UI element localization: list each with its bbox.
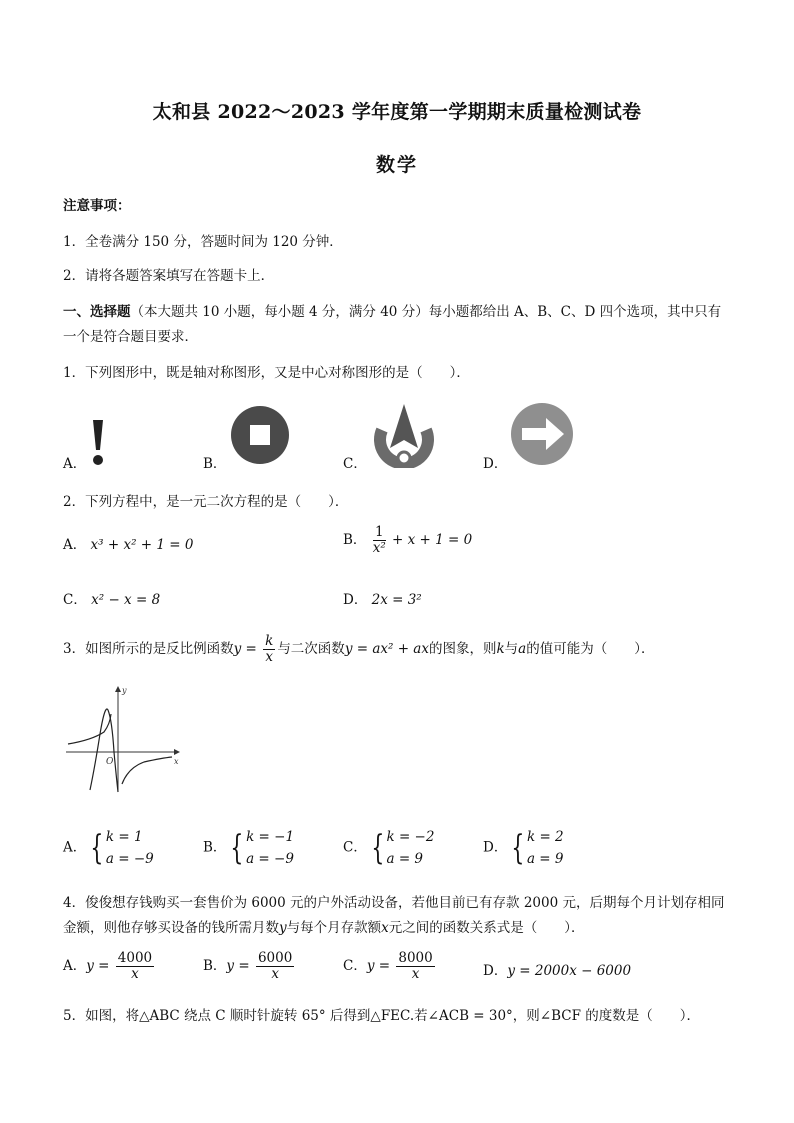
denominator: x bbox=[265, 649, 274, 665]
question-2-stem: 2．下列方程中，是一元二次方程的是（ ）． bbox=[63, 494, 349, 510]
option-label: B． bbox=[203, 958, 227, 974]
math-text: y = ax² + ax bbox=[344, 641, 429, 657]
math-text: x bbox=[381, 920, 389, 936]
math-text: y bbox=[279, 920, 287, 936]
q3-option-c bbox=[343, 826, 434, 870]
q2-option-a bbox=[63, 537, 193, 553]
question-3-stem bbox=[63, 634, 654, 665]
option-label: C． bbox=[343, 958, 367, 974]
section-description-cont: 一个是符合题目要求． bbox=[63, 329, 198, 345]
option-label: A． bbox=[63, 958, 87, 974]
parabola-curve bbox=[90, 709, 118, 792]
equation: k = −1 bbox=[246, 829, 295, 845]
x-axis-label: x bbox=[174, 757, 179, 766]
equation: a = −9 bbox=[105, 851, 154, 867]
q1-option-b-label: B． bbox=[203, 456, 227, 472]
equation-system bbox=[386, 826, 434, 870]
page-title: 太和县 2022～2023 学年度第一学期期末质量检测试卷 bbox=[152, 101, 642, 123]
option-label: C． bbox=[343, 839, 367, 856]
fraction bbox=[256, 951, 294, 982]
option-label: D． bbox=[483, 963, 508, 979]
math-text: y = bbox=[226, 958, 250, 974]
q2-option-d bbox=[343, 592, 422, 608]
y-axis-label: y bbox=[122, 686, 127, 695]
fraction bbox=[263, 634, 275, 665]
denominator: x bbox=[131, 966, 139, 982]
square-in-circle-icon bbox=[230, 405, 290, 465]
equation-system bbox=[246, 826, 294, 870]
left-brace: { bbox=[90, 828, 104, 868]
equation: a = 9 bbox=[526, 851, 564, 867]
equation: a = −9 bbox=[246, 851, 294, 867]
q1-option-d-label: D． bbox=[483, 456, 508, 472]
function-graph-figure bbox=[62, 684, 184, 796]
hyperbola-right-branch bbox=[122, 757, 172, 784]
equation-system bbox=[106, 826, 154, 870]
denominator: x² bbox=[372, 540, 386, 556]
math-text: a bbox=[518, 641, 527, 657]
left-brace: { bbox=[230, 828, 244, 868]
q1-option-a-label: A． bbox=[63, 456, 87, 472]
numerator: 6000 bbox=[257, 950, 293, 966]
math-text: y = bbox=[86, 958, 110, 974]
origin-label: O bbox=[106, 757, 114, 767]
option-expression: x³ + x² + 1 = 0 bbox=[90, 537, 194, 553]
stem-text: 金额，则他存够买设备的钱所需月数 bbox=[63, 920, 279, 936]
stem-text: 的值可能为（ ）． bbox=[526, 641, 655, 657]
math-text: y = 2000x − 6000 bbox=[507, 963, 632, 979]
section-label: 一、选择题 bbox=[63, 304, 131, 320]
fraction bbox=[373, 525, 386, 556]
equation-system bbox=[527, 826, 564, 870]
stem-text: 与每个月存款额 bbox=[286, 920, 382, 936]
fraction bbox=[116, 951, 154, 982]
q4-option-b bbox=[203, 951, 296, 982]
numerator: 1 bbox=[373, 525, 386, 541]
q3-option-a bbox=[63, 826, 154, 870]
option-label: D． bbox=[343, 592, 368, 608]
math-text: k bbox=[496, 641, 505, 657]
left-brace: { bbox=[511, 828, 525, 868]
question-4-stem-cont bbox=[63, 920, 585, 936]
question-4-stem: 4．俊俊想存钱购买一套售价为 6000 元的户外活动设备，若他目前已有存款 2000 元，后期每个月计划存相同 bbox=[63, 895, 725, 911]
numerator: k bbox=[265, 633, 274, 649]
equation: a = 9 bbox=[386, 851, 424, 867]
q4-option-c bbox=[343, 951, 437, 982]
q4-option-d bbox=[483, 963, 631, 979]
fraction bbox=[396, 951, 434, 982]
q3-option-b bbox=[203, 826, 294, 870]
option-label: D． bbox=[483, 839, 508, 856]
stem-text: 与二次函数 bbox=[277, 641, 345, 657]
option-label: A． bbox=[63, 537, 87, 553]
denominator: x bbox=[411, 966, 420, 982]
section-heading bbox=[63, 304, 721, 320]
q1-option-c-label: C． bbox=[343, 456, 367, 472]
q4-option-a bbox=[63, 951, 156, 982]
compass-arrow-icon bbox=[368, 402, 440, 468]
hyperbola-left-branch bbox=[68, 714, 111, 744]
option-expression: + x + 1 = 0 bbox=[392, 532, 473, 548]
notes-heading: 注意事项： bbox=[63, 198, 131, 214]
stem-text: 3．如图所示的是反比例函数 bbox=[63, 641, 234, 657]
exclamation-icon bbox=[88, 418, 108, 468]
math-text: y = bbox=[366, 958, 391, 974]
right-arrow-circle-icon bbox=[510, 402, 574, 466]
q2-option-b bbox=[343, 525, 472, 556]
left-brace: { bbox=[371, 828, 385, 868]
option-label: B． bbox=[203, 839, 227, 856]
stem-text: 与 bbox=[504, 641, 519, 657]
stem-text: 元之间的函数关系式是（ ）． bbox=[388, 920, 585, 936]
equation: k = −2 bbox=[386, 829, 435, 845]
option-expression: x² − x = 8 bbox=[91, 592, 161, 608]
option-expression: 2x = 3² bbox=[371, 592, 422, 608]
q3-option-d bbox=[483, 826, 564, 870]
subject-title: 数学 bbox=[375, 154, 418, 176]
question-5-stem: 5．如图，将△ABC 绕点 C 顺时针旋转 65° 后得到△FEC.若∠ACB = 30°，则∠BCF 的度数是（ ）． bbox=[63, 1008, 701, 1024]
question-1-stem: 1．下列图形中，既是轴对称图形，又是中心对称图形的是（ ）． bbox=[63, 365, 470, 381]
math-text: y = bbox=[233, 641, 257, 657]
q2-option-c bbox=[63, 592, 160, 608]
option-label: A． bbox=[63, 839, 87, 856]
option-label: B． bbox=[343, 532, 367, 548]
numerator: 8000 bbox=[398, 950, 433, 966]
note-item: 2．请将各题答案填写在答题卡上． bbox=[63, 268, 275, 284]
stem-text: 的图象，则 bbox=[428, 641, 497, 657]
option-label: C． bbox=[63, 592, 87, 608]
equation: k = 1 bbox=[105, 829, 143, 845]
numerator: 4000 bbox=[117, 950, 153, 966]
section-description: （本大题共 10 小题，每小题 4 分，满分 40 分）每小题都给出 A、B、C、D 四个选项，其中只有 bbox=[130, 304, 722, 320]
note-item: 1．全卷满分 150 分，答题时间为 120 分钟． bbox=[63, 234, 343, 250]
denominator: x bbox=[271, 966, 279, 982]
equation: k = 2 bbox=[526, 829, 564, 845]
